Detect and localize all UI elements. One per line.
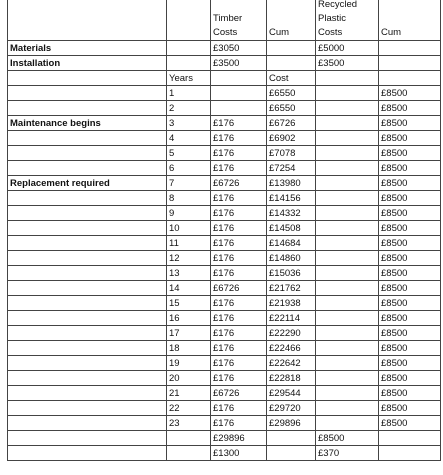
recycled-cum-cell: £8500 [379, 221, 441, 236]
total-blank [267, 446, 316, 461]
recycled-cost-cell [316, 266, 379, 281]
row-label [8, 101, 167, 116]
cum-cost-cell: £14156 [267, 191, 316, 206]
header-timber-line2: Costs [213, 27, 238, 38]
table-row [8, 311, 441, 326]
timber-cost-cell: £176 [211, 356, 267, 371]
header-timber-line1: Timber [213, 13, 243, 24]
timber-cost-cell: £176 [211, 221, 267, 236]
recycled-cum-cell: £8500 [379, 356, 441, 371]
recycled-cum-cell: £8500 [379, 116, 441, 131]
year-cell: 20 [167, 371, 211, 386]
timber-cost-cell: £176 [211, 236, 267, 251]
timber-cost-cell: £176 [211, 251, 267, 266]
year-cell: 16 [167, 311, 211, 326]
cum-cost-cell: £22466 [267, 341, 316, 356]
recycled-cum-cell: £8500 [379, 371, 441, 386]
row-label [8, 131, 167, 146]
recycled-cum-cell: £8500 [379, 191, 441, 206]
table-row [8, 236, 441, 251]
year-cell: 18 [167, 341, 211, 356]
total-row [8, 446, 441, 461]
recycled-cost-cell [316, 326, 379, 341]
row-label [8, 266, 167, 281]
row-label [8, 251, 167, 266]
recycled-cum-cell: £8500 [379, 386, 441, 401]
header-timber-costs [211, 0, 267, 41]
row-label [8, 356, 167, 371]
cum-cost-cell: £14508 [267, 221, 316, 236]
materials-label: Materials [8, 41, 167, 56]
recycled-cum-cell: £8500 [379, 341, 441, 356]
table-row [8, 146, 441, 161]
total-blank [167, 446, 211, 461]
table-row [8, 116, 441, 131]
cum-cost-cell: £22818 [267, 371, 316, 386]
timber-cost-cell: £176 [211, 191, 267, 206]
year-cell: 15 [167, 296, 211, 311]
recycled-cost-cell [316, 281, 379, 296]
total-blank [267, 431, 316, 446]
total-blank [379, 446, 441, 461]
table-row [8, 86, 441, 101]
years-header-timber [211, 71, 267, 86]
year-cell: 14 [167, 281, 211, 296]
recycled-cum-cell: £8500 [379, 206, 441, 221]
installation-years [167, 56, 211, 71]
row-label [8, 341, 167, 356]
row-label: Maintenance begins [8, 116, 167, 131]
recycled-cost-cell [316, 191, 379, 206]
year-cell: 17 [167, 326, 211, 341]
cum-cost-cell: £13980 [267, 176, 316, 191]
row-label [8, 236, 167, 251]
timber-cost-cell: £6726 [211, 176, 267, 191]
recycled-cost-cell [316, 296, 379, 311]
cum-cost-cell: £14860 [267, 251, 316, 266]
table-row [8, 401, 441, 416]
row-label [8, 386, 167, 401]
cum-cost-cell: £29720 [267, 401, 316, 416]
header-recycled-plastic-costs [316, 0, 379, 41]
recycled-cum-cell: £8500 [379, 131, 441, 146]
total-blank [167, 431, 211, 446]
years-header-row [8, 71, 441, 86]
row-label [8, 371, 167, 386]
recycled-cum-cell: £8500 [379, 146, 441, 161]
year-cell: 11 [167, 236, 211, 251]
row-label [8, 146, 167, 161]
timber-cost-cell: £176 [211, 401, 267, 416]
header-cum-recycled: Cum [379, 0, 441, 41]
years-header-blank [8, 71, 167, 86]
year-cell: 21 [167, 386, 211, 401]
recycled-cum-cell: £8500 [379, 311, 441, 326]
row-label [8, 401, 167, 416]
table-row [8, 176, 441, 191]
total-blank [8, 431, 167, 446]
timber-cost-cell: £6726 [211, 281, 267, 296]
installation-label: Installation [8, 56, 167, 71]
timber-cost-cell: £6726 [211, 386, 267, 401]
year-cell: 3 [167, 116, 211, 131]
row-label [8, 161, 167, 176]
recycled-cost-cell [316, 341, 379, 356]
installation-cum2 [379, 56, 441, 71]
year-cell: 7 [167, 176, 211, 191]
recycled-cum-cell: £8500 [379, 296, 441, 311]
years-header-recycled [316, 71, 379, 86]
cum-cost-cell: £22290 [267, 326, 316, 341]
timber-cost-cell: £176 [211, 116, 267, 131]
recycled-cost-cell [316, 221, 379, 236]
recycled-cum-cell: £8500 [379, 161, 441, 176]
header-row [8, 0, 441, 41]
table-row [8, 296, 441, 311]
recycled-cum-cell: £8500 [379, 101, 441, 116]
total-recycled-cell: £8500 [316, 431, 379, 446]
recycled-cum-cell: £8500 [379, 176, 441, 191]
timber-cost-cell: £176 [211, 161, 267, 176]
header-cum: Cum [267, 0, 316, 41]
materials-recycled: £5000 [316, 41, 379, 56]
timber-cost-cell: £176 [211, 131, 267, 146]
installation-cum [267, 56, 316, 71]
cum-cost-cell: £22114 [267, 311, 316, 326]
total-blank [379, 431, 441, 446]
cum-cost-cell: £29896 [267, 416, 316, 431]
timber-cost-cell: £176 [211, 206, 267, 221]
installation-timber: £3500 [211, 56, 267, 71]
cum-cost-cell: £6726 [267, 116, 316, 131]
header-recycled-line3: Costs [318, 27, 343, 38]
years-header-cum2 [379, 71, 441, 86]
year-cell: 5 [167, 146, 211, 161]
recycled-cost-cell [316, 311, 379, 326]
recycled-cost-cell [316, 86, 379, 101]
materials-row [8, 41, 441, 56]
table-row [8, 131, 441, 146]
year-cell: 8 [167, 191, 211, 206]
timber-cost-cell: £176 [211, 341, 267, 356]
row-label [8, 326, 167, 341]
table-row [8, 281, 441, 296]
recycled-cost-cell [316, 116, 379, 131]
year-cell: 13 [167, 266, 211, 281]
cum-cost-cell: £6550 [267, 101, 316, 116]
total-blank [8, 446, 167, 461]
table-row [8, 386, 441, 401]
table-row [8, 266, 441, 281]
cum-cost-cell: £7254 [267, 161, 316, 176]
table-row [8, 221, 441, 236]
year-cell: 1 [167, 86, 211, 101]
header-blank-years [167, 0, 211, 41]
materials-timber: £3050 [211, 41, 267, 56]
year-cell: 2 [167, 101, 211, 116]
row-label [8, 296, 167, 311]
cum-cost-cell: £14684 [267, 236, 316, 251]
cum-cost-cell: £14332 [267, 206, 316, 221]
table-row [8, 356, 441, 371]
recycled-cost-cell [316, 356, 379, 371]
table-row [8, 251, 441, 266]
recycled-cost-cell [316, 401, 379, 416]
recycled-cost-cell [316, 101, 379, 116]
materials-cum [267, 41, 316, 56]
row-label [8, 281, 167, 296]
recycled-cost-cell [316, 251, 379, 266]
recycled-cost-cell [316, 236, 379, 251]
recycled-cost-cell [316, 146, 379, 161]
recycled-cost-cell [316, 386, 379, 401]
table-row [8, 191, 441, 206]
materials-cum2 [379, 41, 441, 56]
timber-cost-cell: £176 [211, 146, 267, 161]
total-row [8, 431, 441, 446]
year-cell: 23 [167, 416, 211, 431]
timber-cost-cell: £176 [211, 371, 267, 386]
row-label [8, 206, 167, 221]
row-label [8, 416, 167, 431]
cost-comparison-table [7, 0, 441, 461]
total-recycled-cell: £370 [316, 446, 379, 461]
table-row [8, 371, 441, 386]
cum-cost-cell: £6550 [267, 86, 316, 101]
table-row [8, 161, 441, 176]
recycled-cost-cell [316, 206, 379, 221]
year-cell: 4 [167, 131, 211, 146]
recycled-cost-cell [316, 371, 379, 386]
timber-cost-cell: £176 [211, 266, 267, 281]
table-row [8, 101, 441, 116]
year-cell: 10 [167, 221, 211, 236]
row-label [8, 311, 167, 326]
recycled-cum-cell: £8500 [379, 401, 441, 416]
year-cell: 19 [167, 356, 211, 371]
row-label [8, 86, 167, 101]
timber-cost-cell: £176 [211, 296, 267, 311]
recycled-cum-cell: £8500 [379, 266, 441, 281]
table-row [8, 341, 441, 356]
total-timber-cell: £29896 [211, 431, 267, 446]
cum-cost-cell: £15036 [267, 266, 316, 281]
year-cell: 9 [167, 206, 211, 221]
recycled-cost-cell [316, 176, 379, 191]
cum-cost-cell: £7078 [267, 146, 316, 161]
cum-cost-cell: £29544 [267, 386, 316, 401]
table-row [8, 416, 441, 431]
installation-row [8, 56, 441, 71]
recycled-cum-cell: £8500 [379, 281, 441, 296]
timber-cost-cell: £176 [211, 416, 267, 431]
recycled-cost-cell [316, 416, 379, 431]
recycled-cost-cell [316, 131, 379, 146]
installation-recycled: £3500 [316, 56, 379, 71]
cum-cost-cell: £6902 [267, 131, 316, 146]
year-cell: 12 [167, 251, 211, 266]
recycled-cum-cell: £8500 [379, 326, 441, 341]
timber-cost-cell: £176 [211, 326, 267, 341]
cum-cost-cell: £21762 [267, 281, 316, 296]
year-cell: 6 [167, 161, 211, 176]
header-recycled-line1: Recycled [318, 0, 358, 10]
cum-cost-cell: £22642 [267, 356, 316, 371]
materials-years [167, 41, 211, 56]
recycled-cum-cell: £8500 [379, 236, 441, 251]
row-label [8, 221, 167, 236]
cum-cost-cell: £21938 [267, 296, 316, 311]
timber-cost-cell [211, 86, 267, 101]
timber-cost-cell [211, 101, 267, 116]
total-timber-cell: £1300 [211, 446, 267, 461]
year-cell: 22 [167, 401, 211, 416]
years-header: Years [167, 71, 211, 86]
recycled-cost-cell [316, 161, 379, 176]
row-label [8, 191, 167, 206]
header-blank-label [8, 0, 167, 41]
timber-cost-cell: £176 [211, 311, 267, 326]
recycled-cum-cell: £8500 [379, 416, 441, 431]
table-row [8, 206, 441, 221]
table-row [8, 326, 441, 341]
row-label: Replacement required [8, 176, 167, 191]
recycled-cum-cell: £8500 [379, 86, 441, 101]
header-recycled-line2: Plastic [318, 13, 346, 24]
recycled-cum-cell: £8500 [379, 251, 441, 266]
cost-header: Cost [267, 71, 316, 86]
